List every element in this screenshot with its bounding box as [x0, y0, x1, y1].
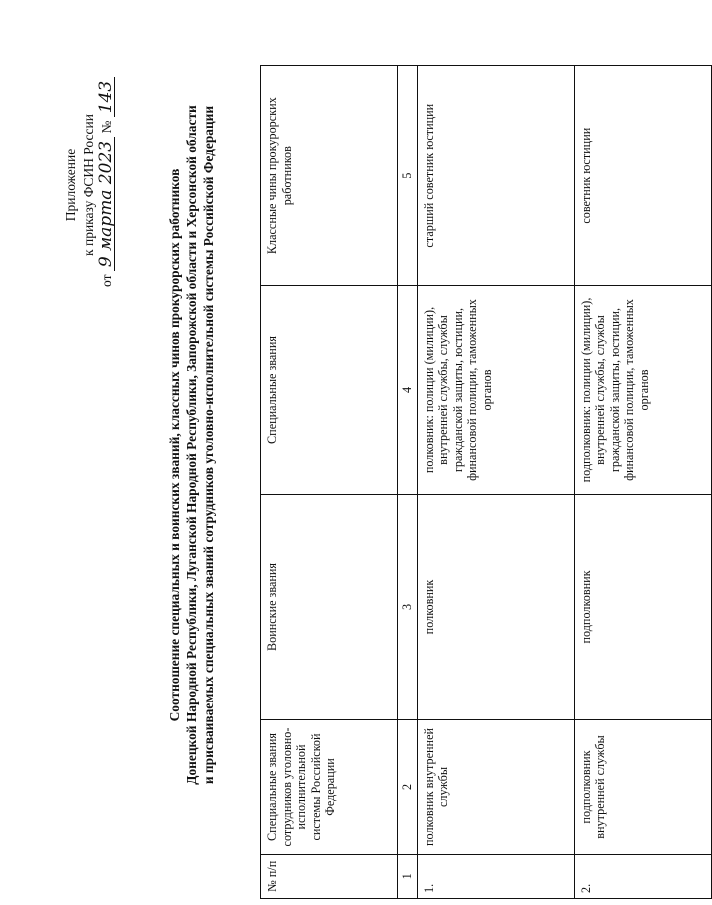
date-prefix: от: [99, 274, 114, 287]
document-title: [166, 15, 217, 875]
prosecutor-rank-cell: советник юстиции: [574, 66, 711, 286]
column-number: 3: [398, 494, 418, 720]
row-num: 1.: [417, 854, 574, 898]
military-rank-cell: полковник: [417, 494, 574, 720]
military-rank-cell: подполковник: [574, 494, 711, 720]
header-military-rank: Воинские звания: [261, 494, 398, 720]
column-number: 4: [398, 286, 418, 494]
column-number: 1: [398, 854, 418, 898]
table-header-row: [261, 66, 398, 899]
title-line-3: и присваиваемых специальных званий сотрудников уголовно-исполнительной системы Российской Федерации: [201, 105, 216, 785]
title-line-2: Донецкой Народной Республики, Луганской Народной Республики, Запорожской области и Херсонской области: [184, 105, 199, 785]
title-line-1: Соотношение специальных и воинских званий, классных чинов прокурорских работников: [167, 168, 182, 722]
header-special-rank: Специальные звания: [261, 286, 398, 494]
appendix-block: [62, 65, 116, 305]
special-rank-cell: подполковник: полиции (милиции), внутренней службы, службы гражданской защиты, юстиции, финансовой полиции, таможенных органов: [574, 286, 711, 494]
penal-rank-cell: подполковник внутренней службы: [574, 720, 711, 854]
handwritten-number: 143: [98, 77, 115, 117]
row-num: 2.: [574, 854, 711, 898]
header-prosecutor-rank: Классные чины прокурорских работников: [261, 66, 398, 286]
appendix-order-ref: к приказу ФСИН России: [81, 114, 96, 256]
table-row: [417, 66, 574, 899]
ranks-table: [260, 65, 712, 899]
column-number: 5: [398, 66, 418, 286]
column-number: 2: [398, 720, 418, 854]
table-row: [574, 66, 711, 899]
appendix-date-line: [98, 65, 116, 305]
header-num: № п/п: [261, 854, 398, 898]
special-rank-cell: полковник: полиции (милиции), внутренней службы, службы гражданской защиты, юстиции, финансовой полиции, таможенных органов: [417, 286, 574, 494]
appendix-title: Приложение: [63, 148, 78, 222]
number-sign: №: [99, 120, 114, 134]
handwritten-date: 9 марта 2023: [98, 137, 115, 271]
column-number-row: [398, 66, 418, 899]
prosecutor-rank-cell: старший советник юстиции: [417, 66, 574, 286]
header-penal-rank: Специальные звания сотрудников уголовно-исполнительной системы Российской Федерации: [261, 720, 398, 854]
penal-rank-cell: полковник внутренней службы: [417, 720, 574, 854]
